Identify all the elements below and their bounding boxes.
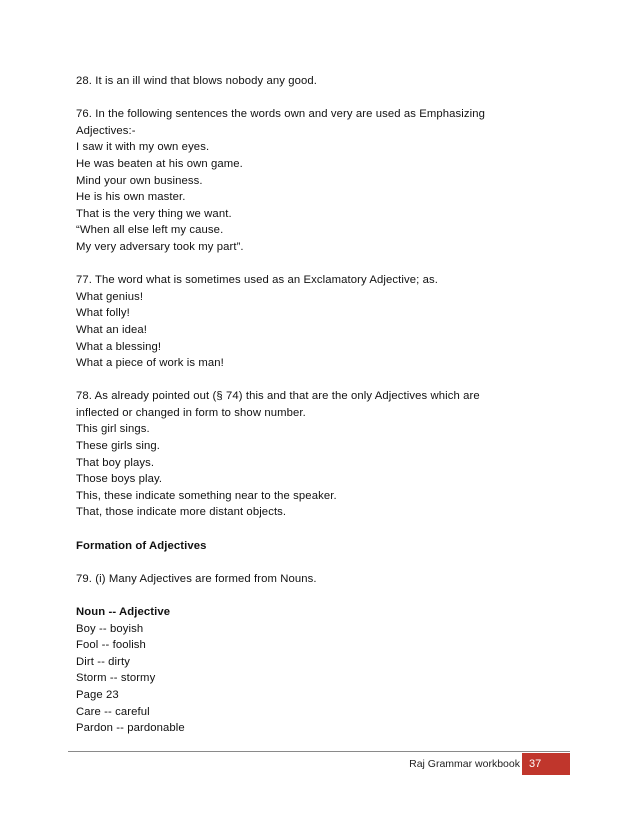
text-line: That, those indicate more distant objects. <box>76 506 287 519</box>
footer-title: Raj Grammar workbook <box>409 758 520 770</box>
text-line: This girl sings. <box>76 423 150 436</box>
text-line: He was beaten at his own game. <box>76 157 243 170</box>
paragraph-gap <box>76 521 556 538</box>
paragraph-gap <box>76 90 556 107</box>
paragraph-gap <box>76 372 556 389</box>
text-line: What genius! <box>76 290 144 303</box>
text-line: Storm -- stormy <box>76 672 156 685</box>
text-line: These girls sing. <box>76 440 160 453</box>
text-line: Mind your own business. <box>76 174 203 187</box>
text-line: What folly! <box>76 307 130 320</box>
footer-rule <box>68 751 570 752</box>
text-line: That is the very thing we want. <box>76 207 232 220</box>
text-line: This, these indicate something near to the speaker. <box>76 489 337 502</box>
text-line: Adjectives:- <box>76 124 136 137</box>
text-line: I saw it with my own eyes. <box>76 141 210 154</box>
text-line: What an idea! <box>76 323 148 336</box>
text-line: Those boys play. <box>76 473 163 486</box>
text-line: “When all else left my cause. <box>76 224 224 237</box>
paragraph-gap <box>76 554 556 571</box>
paragraph <box>76 106 556 255</box>
paragraph <box>76 272 556 372</box>
text-line: Care -- careful <box>76 705 150 718</box>
text-line: Page 23 <box>76 688 119 701</box>
text-line: Dirt -- dirty <box>76 655 131 668</box>
text-line: He is his own master. <box>76 191 186 204</box>
paragraph <box>76 604 556 737</box>
section-heading-block <box>76 538 556 555</box>
text-line: inflected or changed in form to show number. <box>76 406 306 419</box>
text-line: 78. As already pointed out (§ 74) this and that are the only Adjectives which are <box>76 390 480 403</box>
text-line: 79. (i) Many Adjectives are formed from Nouns. <box>76 572 317 585</box>
text-line: Fool -- foolish <box>76 639 146 652</box>
text-line: That boy plays. <box>76 456 155 469</box>
section-heading: Formation of Adjectives <box>76 539 207 552</box>
section-heading: Noun -- Adjective <box>76 606 171 618</box>
text-line: 77. The word what is sometimes used as an Exclamatory Adjective; as. <box>76 274 438 287</box>
text-line: What a piece of work is man! <box>76 357 224 370</box>
text-line: What a blessing! <box>76 340 162 353</box>
text-line: Boy -- boyish <box>76 622 144 635</box>
paragraph <box>76 388 556 521</box>
paragraph <box>76 571 556 588</box>
text-line: 76. In the following sentences the words own and very are used as Emphasizing <box>76 108 485 121</box>
paragraph-gap <box>76 256 556 273</box>
paragraph <box>76 73 556 90</box>
page-number-badge <box>522 753 570 775</box>
text-line: My very adversary took my part”. <box>76 240 244 253</box>
page-number: 37 <box>529 758 542 770</box>
page-body <box>76 73 556 737</box>
text-line: 28. It is an ill wind that blows nobody any good. <box>76 75 318 87</box>
text-line: Pardon -- pardonable <box>76 722 185 735</box>
paragraph-gap <box>76 587 556 604</box>
footer-row <box>68 753 570 775</box>
